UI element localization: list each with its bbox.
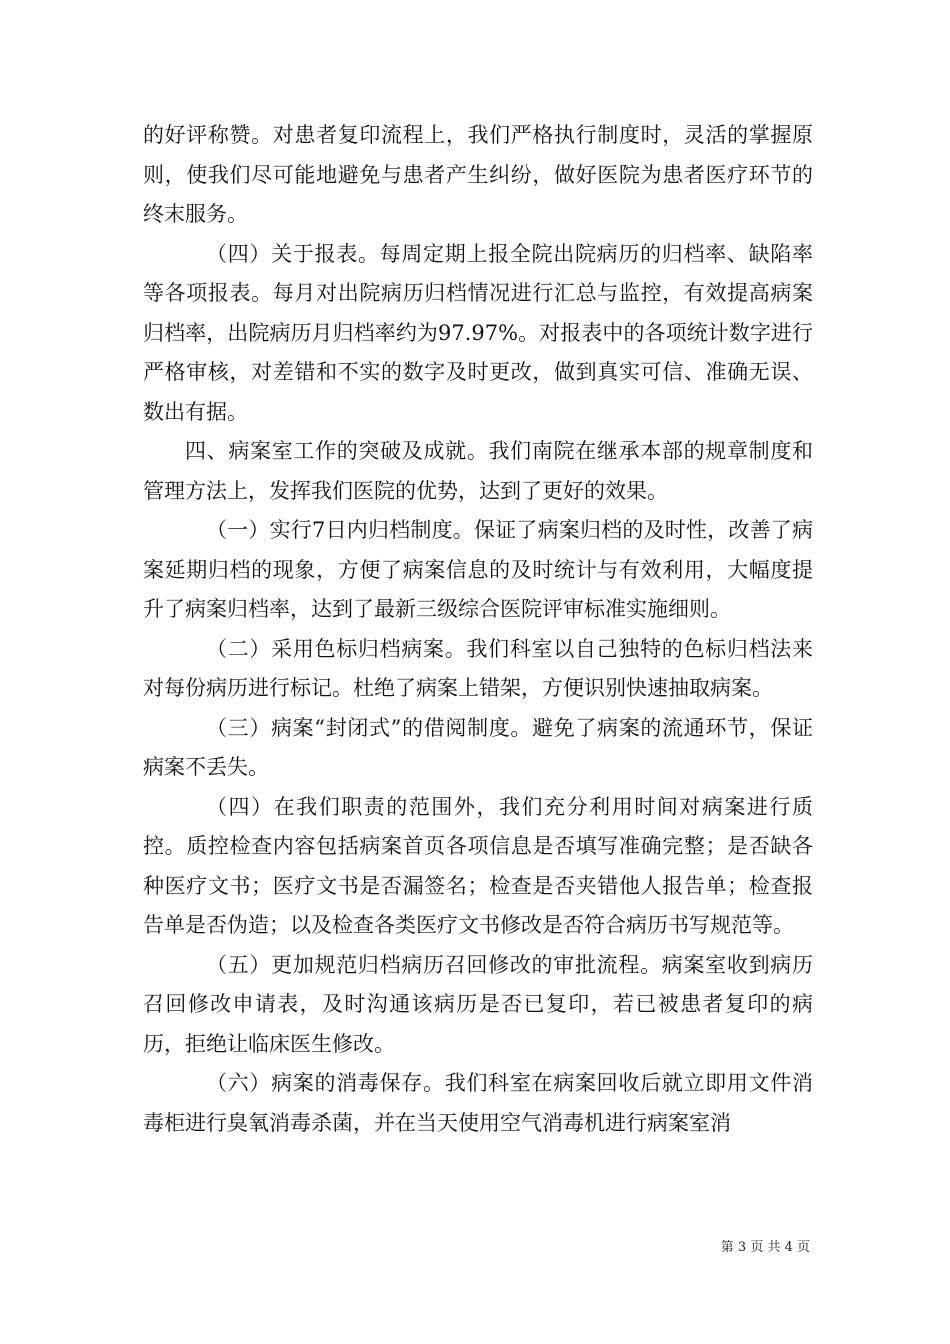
paragraph-item-2: （二）采用色标归档病案。我们科室以自己独特的色标归档法来对每份病历进行标记。杜绝了病案上错架，方便识别快速抽取病案。	[143, 636, 813, 700]
paragraph-item-6: （六）病案的消毒保存。我们科室在病案回收后就立即用文件消毒柜进行臭氧消毒杀菌，并在当天使用空气消毒机进行病案室消	[143, 1071, 813, 1135]
document-body	[143, 116, 813, 1143]
page-number-footer: 第 3 页 共 4 页	[720, 1240, 810, 1255]
paragraph-item-4: （四）在我们职责的范围外，我们充分利用时间对病案进行质控。质控检查内容包括病案首页各项信息是否填写准确完整；是否缺各种医疗文书；医疗文书是否漏签名；检查是否夹错他人报告单；检查报告单是否伪造；以及检查各类医疗文书修改是否符合病历书写规范等。	[143, 794, 813, 937]
paragraph-item-1: （一）实行7日内归档制度。保证了病案归档的及时性，改善了病案延期归档的现象，方便了病案信息的及时统计与有效利用，大幅度提升了病案归档率，达到了最新三级综合医院评审标准实施细则。	[143, 518, 813, 621]
paragraph-item-3: （三）病案“封闭式”的借阅制度。避免了病案的流通环节，保证病案不丢失。	[143, 715, 813, 779]
paragraph-continued: 的好评称赞。对患者复印流程上，我们严格执行制度时，灵活的掌握原则，使我们尽可能地避免与患者产生纠纷，做好医院为患者医疗环节的终末服务。	[143, 123, 813, 226]
section-heading-achievements: 四、病案室工作的突破及成就。我们南院在继承本部的规章制度和管理方法上，发挥我们医院的优势，达到了更好的效果。	[143, 439, 813, 503]
paragraph-item-5: （五）更加规范归档病历召回修改的审批流程。病案室收到病历召回修改申请表，及时沟通该病历是否已复印，若已被患者复印的病历，拒绝让临床医生修改。	[143, 952, 813, 1056]
paragraph-reports: （四）关于报表。每周定期上报全院出院病历的归档率、缺陷率等各项报表。每月对出院病历归档情况进行汇总与监控，有效提高病案归档率，出院病历月归档率约为97.97%。对报表中的各项统计数字进行严格审核，对差错和不实的数字及时更改，做到真实可信、准确无误、数出有据。	[143, 241, 813, 424]
